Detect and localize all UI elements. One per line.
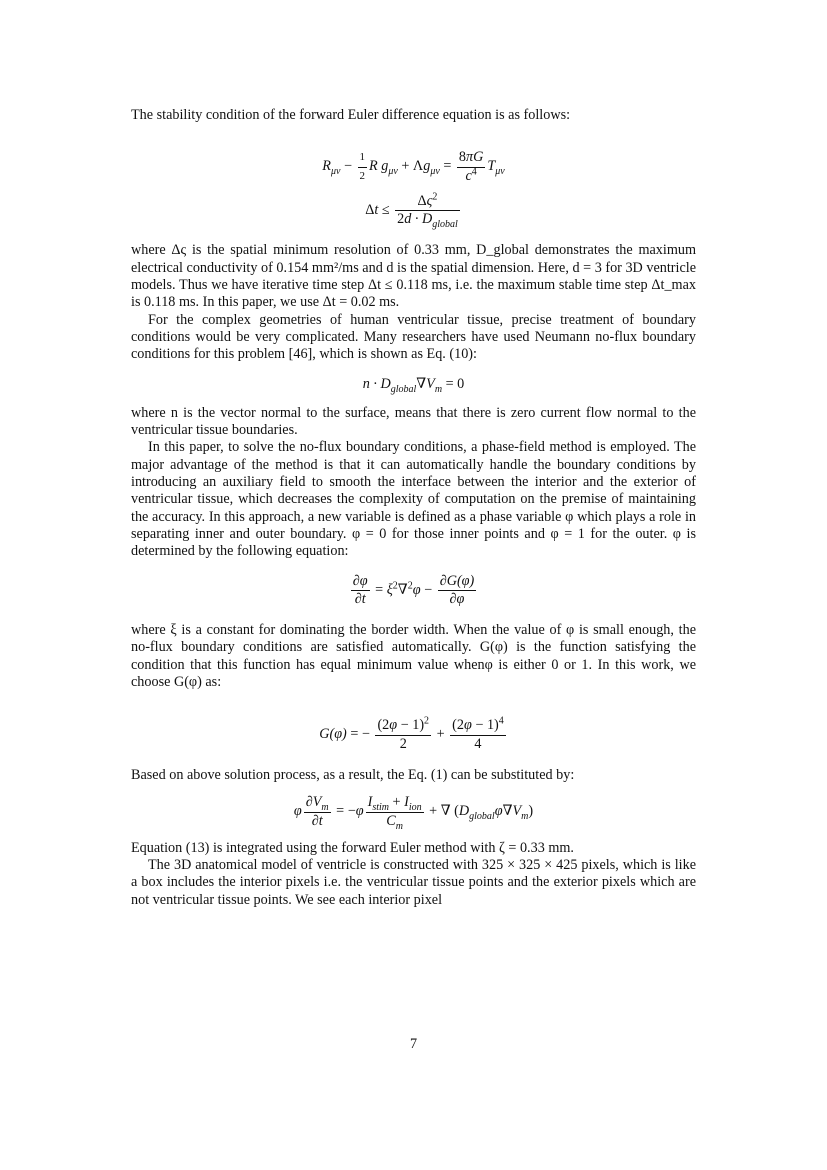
equation-einstein <box>131 149 696 185</box>
equation-phase <box>131 573 696 609</box>
equation-g-function <box>131 717 696 753</box>
page-number: 7 <box>409 1036 418 1052</box>
paragraph-euler-integration: Equation (13) is integrated using the forward Euler method with ζ = 0.33 mm. <box>131 839 574 856</box>
paragraph-complex-geometries: For the complex geometries of human ventricular tissue, precise treatment of boundary conditions would be very complicated. Many researchers have used Neumann no-flux boundary conditions for this problem [46], which is shown as Eq. (10): <box>131 311 696 363</box>
paragraph-stability-intro: The stability condition of the forward Euler difference equation is as follows: <box>131 107 571 123</box>
equation-phase-visual: $\frac{\partial\varphi}{\partial t}$ = $\xi^2\nabla^2\varphi$ − $\frac{\partial G(\varphi)}{\partial\varphi}$ <box>352 572 475 607</box>
equation-boundary-visual: $n \cdot D_{global}\nabla V_m = 0$ <box>362 375 465 395</box>
equation-substituted <box>131 794 696 830</box>
paragraph-anatomical-model: The 3D anatomical model of ventricle is constructed with 325 × 325 × 425 pixels, which is like a box includes the interior pixels i.e. the ventricular tissue points and the exterior pixels which are not ventricular tissue points. We see each interior pixel <box>131 857 696 908</box>
page-body <box>131 107 696 909</box>
paragraph-resolution: where Δς is the spatial minimum resolution of 0.33 mm, D_global demonstrates the maximum electrical conductivity of 0.154 mm²/ms and d is the spatial dimension. Here, d = 3 for 3D ventricle models. Thus we have iterative time step Δt ≤ 0.118 ms, i.e. the maximum stable time step Δt_max is 0.118 ms. In this paper, we use Δt = 0.02 ms. <box>131 242 696 311</box>
paragraph-vector-normal: where n is the vector normal to the surface, means that there is zero current flow normal to the ventricular tissue boundaries. <box>131 404 696 439</box>
equation-boundary <box>131 376 696 393</box>
equation-stability <box>131 193 696 229</box>
paragraph-constant-xi: where ξ is a constant for dominating the border width. When the value of φ is small enough, the no-flux boundary conditions are satisfied automatically. G(φ) is the function satisfying the condition that this function has equal minimum value whenφ is either 0 or 1. In this work, we choose G(φ) as: <box>131 622 696 691</box>
equation-einstein-visual: $R_{\mu\nu}$ − $\frac{1}{2}$ R $g_{\mu\nu} + \Lambda g_{\mu\nu}$ = $\frac{8\pi G}{c^4}$ $T_{\mu\nu}$ <box>322 149 505 184</box>
equation-substituted-visual: φ $\frac{\partial V_m}{\partial t}$ = −φ $\frac{I_{stim} + I_{ion}}{C_m}$ + ∇ $(D_{global}\varphi\nabla V_m)$ <box>293 794 534 832</box>
paragraph-solution-process: Based on above solution process, as a result, the Eq. (1) can be substituted by: <box>131 766 575 783</box>
paragraph-phase-field: In this paper, to solve the no-flux boundary conditions, a phase-field method is employed. The major advantage of the method is that it can automatically handle the boundary conditions by introducing an auxiliary field to smooth the interface between the interior and the exterior of ventricular tissue, which decreases the complexity of computation on the premise of maintaining the accuracy. In this approach, a new variable is defined as a phase variable φ which plays a role in separating inner and outer boundary. φ = 0 for those inner points and φ = 1 for the outer. φ is determined by the following equation: <box>131 439 696 560</box>
equation-stability-visual: Δt ≤ $\frac{\Delta\varsigma^2}{2d \cdot D_{global}}$ <box>365 191 458 231</box>
equation-g-function-visual: G(φ) = − $\frac{(2\varphi - 1)^2}{2}$ + $\frac{(2\varphi - 1)^4}{4}$ <box>319 715 504 752</box>
